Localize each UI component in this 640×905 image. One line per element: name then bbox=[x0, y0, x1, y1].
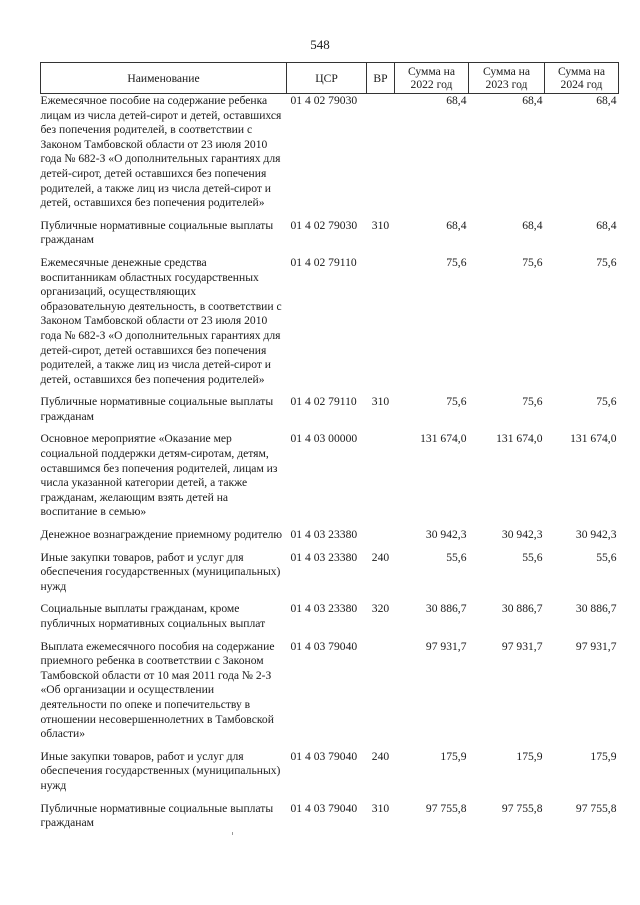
row-csr: 01 4 03 23380 bbox=[290, 602, 358, 616]
row-csr: 01 4 03 23380 bbox=[290, 550, 358, 564]
row-sum-2024: 97 931,7 bbox=[575, 639, 617, 653]
row-vr: 310 bbox=[371, 801, 390, 815]
row-sum-2024: 30 942,3 bbox=[575, 528, 617, 542]
row-csr: 01 4 03 23380 bbox=[290, 528, 358, 542]
header-sum-2022: Сумма на 2022 год bbox=[395, 63, 469, 94]
header-sum-2024: Сумма на 2024 год bbox=[545, 63, 619, 94]
row-name: Ежемесячные денежные средства воспитанникам областных государственных организаций, осуществляющих образовательную деятельность, в соответствии с Законом Тамбовской области от 23 июля 2010 года № 682-З «О дополнительных гарантиях для детей-сирот, детей оставшихся без попечения родителей, а также лиц из числа детей-сирот и детей, оставшихся без попечения родителей» bbox=[40, 255, 282, 386]
row-name: Ежемесячное пособие на содержание ребенка лицам из числа детей-сирот и детей, оставшихся без попечения родителей, в соответствии с Законом Тамбовской области от 23 июля 2010 года № 682-З «О дополнительных гарантиях для детей-сирот, детей оставшихся без попечения родителей, а также лиц из числа детей-сирот и детей, оставшихся без попечения родителей» bbox=[40, 94, 282, 210]
row-sum-2023: 131 674,0 bbox=[496, 432, 543, 446]
row-sum-2022: 75,6 bbox=[446, 395, 467, 409]
row-sum-2024: 68,4 bbox=[596, 218, 617, 232]
row-sum-2023: 75,6 bbox=[522, 395, 543, 409]
header-csr: ЦСР bbox=[287, 63, 367, 94]
row-sum-2023: 97 931,7 bbox=[501, 639, 543, 653]
row-sum-2022: 97 755,8 bbox=[425, 801, 467, 815]
header-vr: ВР bbox=[367, 63, 395, 94]
page-number: 548 bbox=[310, 37, 330, 52]
row-name: Иные закупки товаров, работ и услуг для обеспечения государственных (муниципальных) нужд bbox=[40, 550, 281, 593]
row-sum-2024: 30 886,7 bbox=[575, 602, 617, 616]
table-row bbox=[41, 551, 619, 603]
row-name: Публичные нормативные социальные выплаты гражданам bbox=[40, 218, 274, 247]
row-csr: 01 4 03 79040 bbox=[290, 749, 358, 763]
table-row bbox=[41, 256, 619, 395]
row-sum-2023: 30 886,7 bbox=[501, 602, 543, 616]
row-sum-2024: 131 674,0 bbox=[570, 432, 617, 446]
row-sum-2024: 97 755,8 bbox=[575, 801, 617, 815]
row-vr bbox=[367, 528, 395, 551]
row-sum-2022: 30 886,7 bbox=[425, 602, 467, 616]
row-name: Публичные нормативные социальные выплаты гражданам bbox=[40, 801, 274, 830]
row-csr: 01 4 02 79030 bbox=[290, 94, 358, 107]
row-vr bbox=[367, 432, 395, 528]
table-row bbox=[41, 432, 619, 528]
row-name: Основное мероприятие «Оказание мер социальной поддержки детям-сиротам, детям, оставшимся без попечения родителей, лицам из числа указанной категории детей, а также гражданам, желающим взять детей на воспитание в семью» bbox=[40, 432, 278, 519]
row-name: Денежное вознаграждение приемному родителю bbox=[40, 528, 283, 542]
table-row bbox=[41, 219, 619, 256]
row-sum-2023: 68,4 bbox=[522, 218, 543, 232]
row-csr: 01 4 02 79110 bbox=[290, 395, 357, 409]
row-vr bbox=[367, 640, 395, 750]
row-vr bbox=[367, 256, 395, 395]
table-row bbox=[41, 640, 619, 750]
row-sum-2022: 55,6 bbox=[446, 550, 467, 564]
row-sum-2023: 30 942,3 bbox=[501, 528, 543, 542]
row-sum-2024: 75,6 bbox=[596, 255, 617, 269]
table-row bbox=[41, 94, 619, 219]
row-name: Иные закупки товаров, работ и услуг для обеспечения государственных (муниципальных) нужд bbox=[40, 749, 281, 792]
row-sum-2022: 30 942,3 bbox=[425, 528, 467, 542]
row-csr: 01 4 03 79040 bbox=[290, 639, 358, 653]
table-row bbox=[41, 528, 619, 551]
budget-table bbox=[40, 62, 619, 831]
row-sum-2024: 175,9 bbox=[590, 749, 617, 763]
row-sum-2024: 68,4 bbox=[596, 94, 617, 107]
row-vr: 310 bbox=[371, 395, 390, 409]
table-row bbox=[41, 750, 619, 802]
table-row bbox=[41, 802, 619, 831]
row-sum-2022: 75,6 bbox=[446, 255, 467, 269]
row-vr: 240 bbox=[371, 749, 390, 763]
row-sum-2023: 175,9 bbox=[516, 749, 543, 763]
row-sum-2022: 175,9 bbox=[440, 749, 467, 763]
row-vr: 320 bbox=[371, 602, 390, 616]
row-csr: 01 4 03 79040 bbox=[290, 801, 358, 815]
row-sum-2024: 75,6 bbox=[596, 395, 617, 409]
row-vr bbox=[367, 94, 395, 219]
row-sum-2022: 68,4 bbox=[446, 94, 467, 107]
row-sum-2022: 68,4 bbox=[446, 218, 467, 232]
row-sum-2023: 97 755,8 bbox=[501, 801, 543, 815]
row-csr: 01 4 03 00000 bbox=[290, 432, 358, 446]
row-sum-2023: 75,6 bbox=[522, 255, 543, 269]
row-name: Социальные выплаты гражданам, кроме публичных нормативных социальных выплат bbox=[40, 602, 266, 630]
table-header-row bbox=[41, 63, 619, 94]
row-sum-2023: 55,6 bbox=[522, 550, 543, 564]
row-sum-2022: 97 931,7 bbox=[425, 639, 467, 653]
scan-speck bbox=[232, 832, 233, 835]
row-csr: 01 4 02 79030 bbox=[290, 218, 358, 232]
table-row bbox=[41, 395, 619, 432]
row-vr: 240 bbox=[371, 550, 390, 564]
row-name: Выплата ежемесячного пособия на содержание приемного ребенка в соответствии с Законом Тамбовской области от 10 мая 2011 года № 2-З «Об организации и осуществлении деятельности по опеке и попечительству в отношении несовершеннолетних в Тамбовской области» bbox=[40, 639, 275, 741]
row-csr: 01 4 02 79110 bbox=[290, 255, 357, 269]
header-sum-2023: Сумма на 2023 год bbox=[469, 63, 545, 94]
header-name: Наименование bbox=[41, 63, 287, 94]
table-row bbox=[41, 602, 619, 639]
row-sum-2024: 55,6 bbox=[596, 550, 617, 564]
row-vr: 310 bbox=[371, 218, 390, 232]
row-sum-2022: 131 674,0 bbox=[420, 432, 467, 446]
row-sum-2023: 68,4 bbox=[522, 94, 543, 107]
row-name: Публичные нормативные социальные выплаты гражданам bbox=[40, 395, 274, 423]
